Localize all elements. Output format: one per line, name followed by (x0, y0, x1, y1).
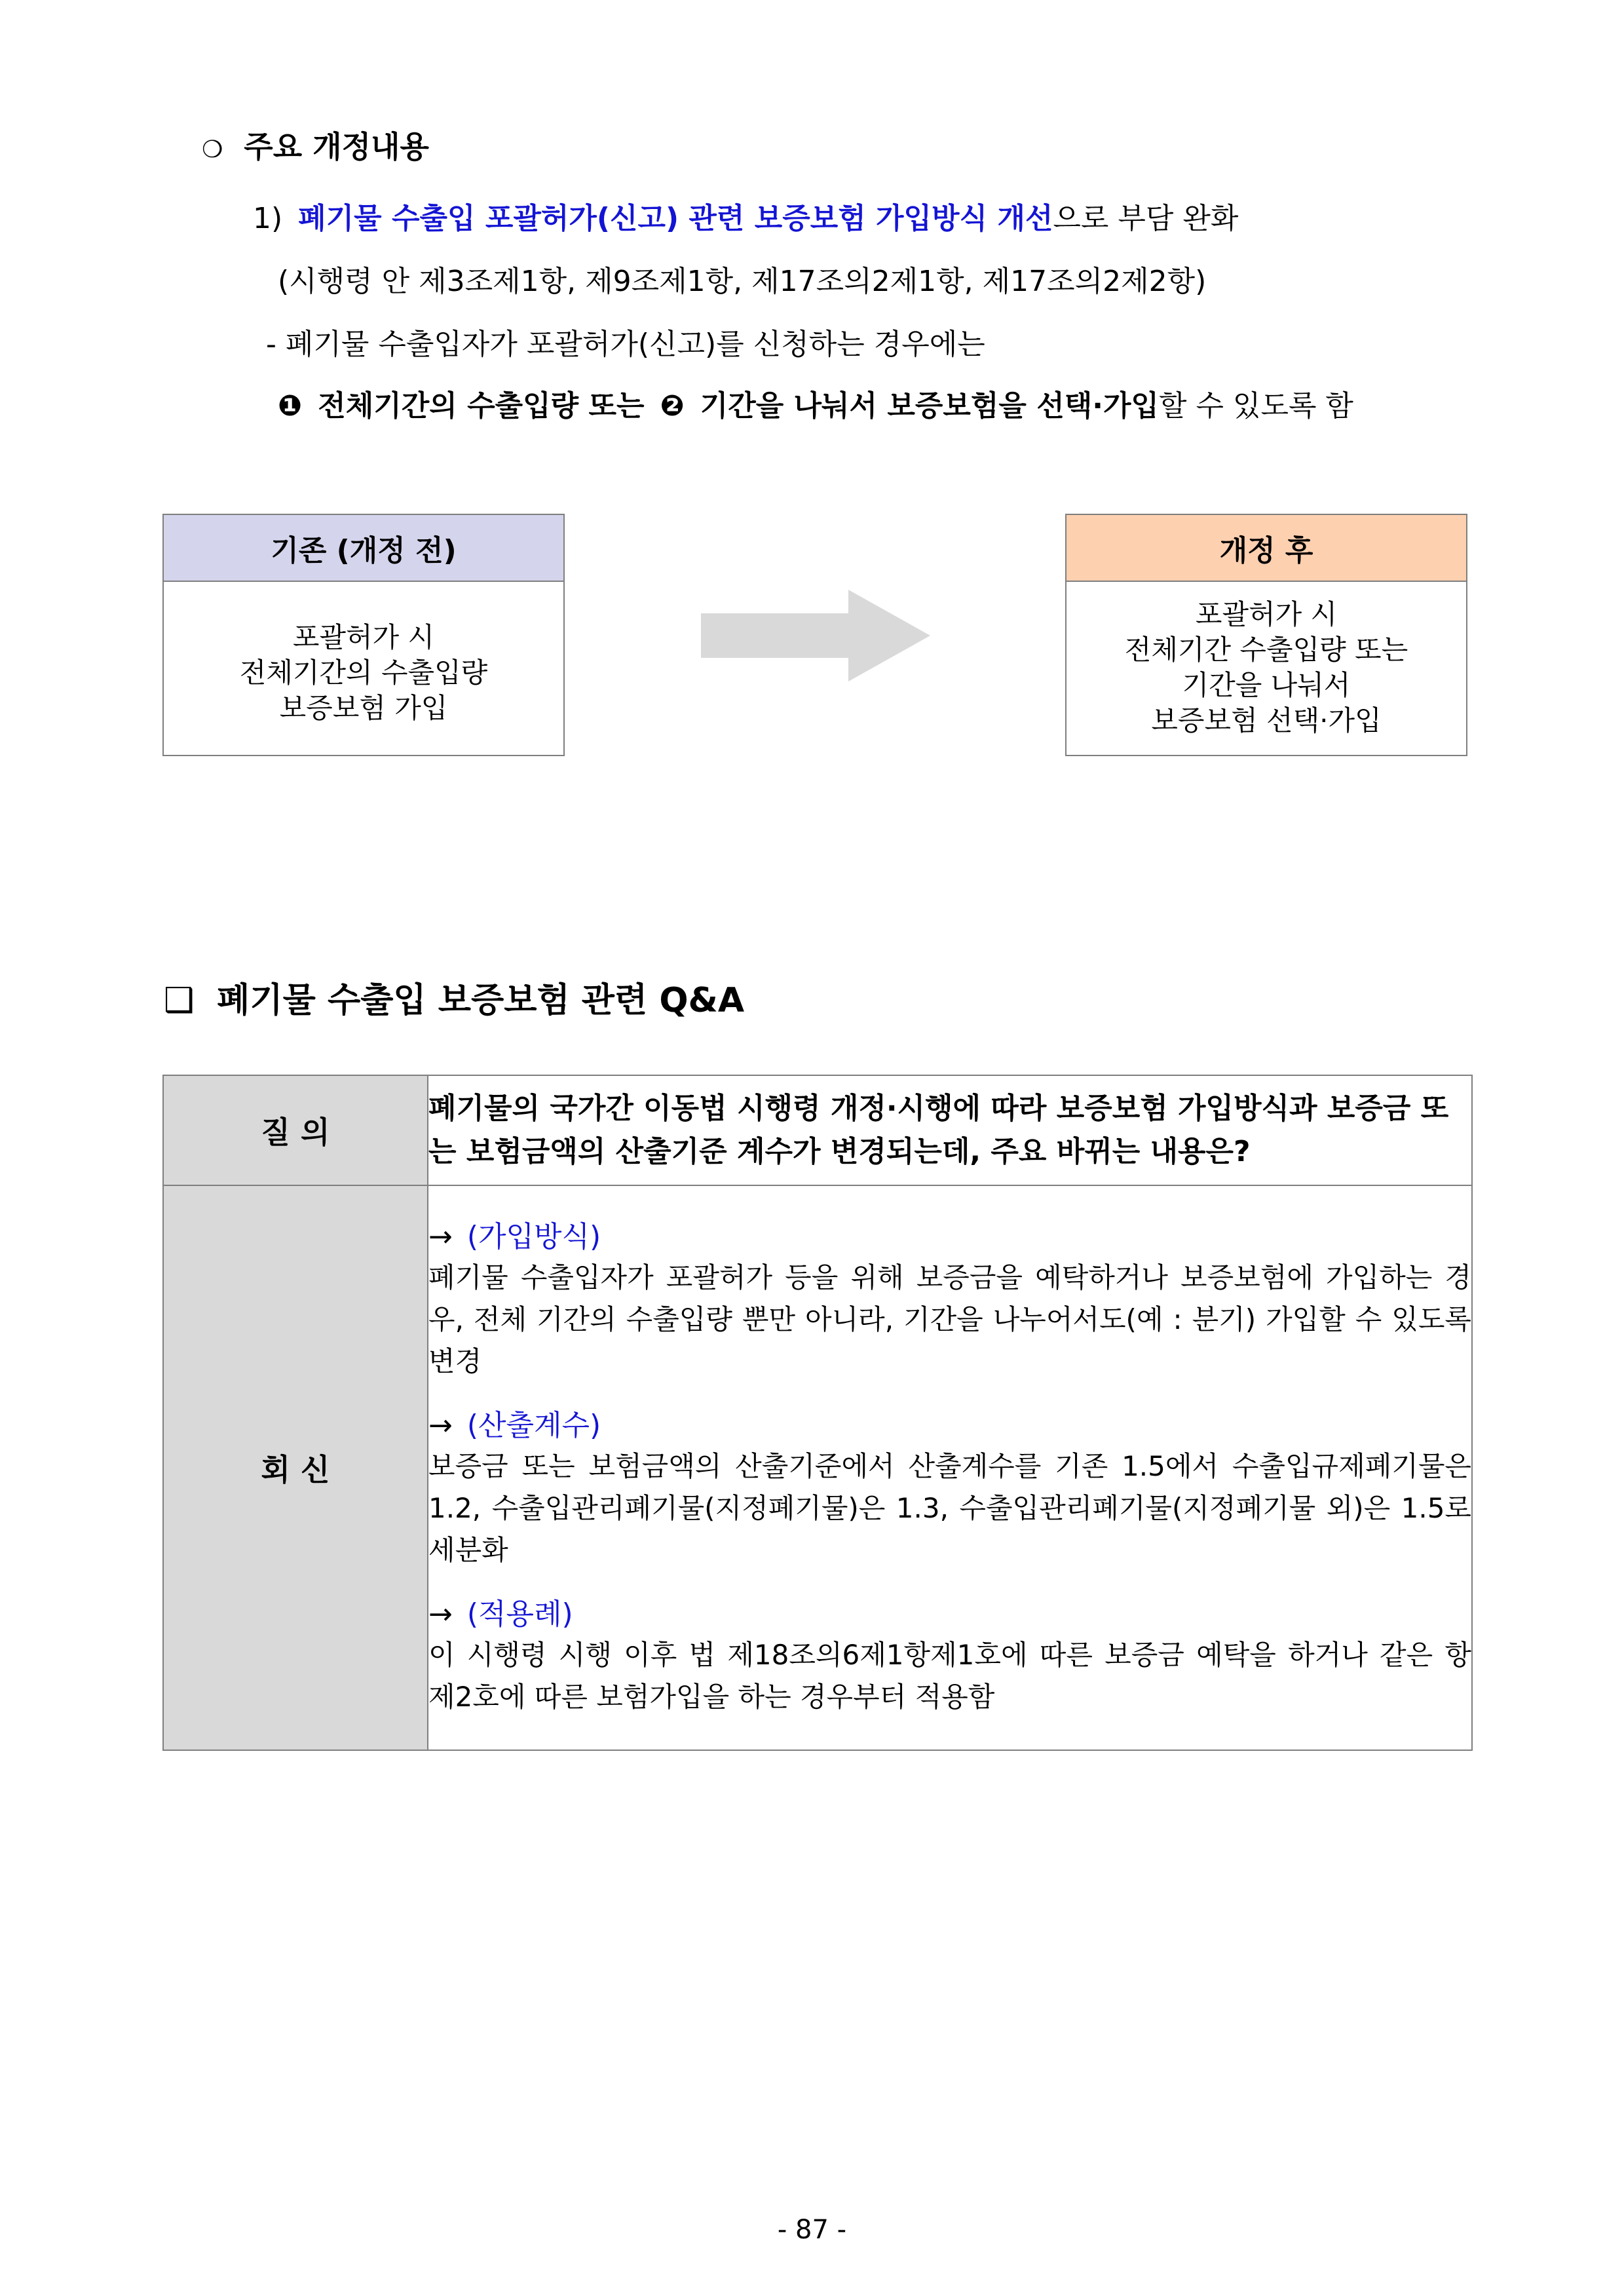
right-arrow-glyph-icon: → (428, 1598, 453, 1631)
answer-topic: (가입방식) (466, 1220, 601, 1253)
emphasis-option-2: 기간을 나눠서 보증보험을 선택·가입 (700, 389, 1159, 423)
after-line: 기간을 나눠서 (1182, 669, 1351, 701)
question-text: 폐기물의 국가간 이동법 시행령 개정·시행에 따라 보증보험 가입방식과 보증금 또는 보험금액의 산출기준 계수가 변경되는데, 주요 바뀌는 내용은? (428, 1075, 1472, 1185)
after-box (1065, 514, 1467, 756)
number-two-icon: ❷ (660, 389, 685, 423)
answer-body: 보증금 또는 보험금액의 산출기준에서 산출계수를 기존 1.5에서 수출입규제폐기물은 1.2, 수출입관리폐기물(지정폐기물)은 1.3, 수출입관리폐기물(지정폐기물 외)은 1.5로 세분화 (428, 1450, 1471, 1566)
right-arrow-icon (701, 590, 930, 681)
item1-number: 1) (253, 202, 283, 235)
section1-heading-row (202, 128, 429, 168)
answer-heading (428, 1595, 1471, 1634)
question-row (163, 1075, 1472, 1185)
after-line: 전체기간 수출입량 또는 (1124, 634, 1408, 666)
before-line: 전체기간의 수출입량 (239, 657, 488, 689)
square-bullet-icon: ❑ (164, 981, 195, 1020)
before-box-title: 기존 (개정 전) (164, 515, 563, 582)
after-box-title: 개정 후 (1067, 515, 1466, 582)
answer-body: 이 시행령 시행 이후 법 제18조의6제1항제1호에 따른 보증금 예탁을 하거나 같은 항 제2호에 따른 보험가입을 하는 경우부터 적용함 (428, 1639, 1471, 1713)
before-box-body (164, 581, 563, 755)
before-box (162, 514, 565, 756)
answer-heading (428, 1217, 1471, 1257)
right-arrow-glyph-icon: → (428, 1220, 453, 1253)
number-one-icon: ❶ (278, 389, 303, 423)
circle-bullet-icon: ❍ (202, 136, 223, 163)
item1-tail: 으로 부담 완화 (1053, 202, 1239, 235)
after-line: 포괄허가 시 (1195, 598, 1338, 630)
item1-line (253, 201, 1238, 237)
item1-sub: - 폐기물 수출입자가 포괄허가(신고)를 신청하는 경우에는 (266, 328, 985, 361)
qa-table (162, 1075, 1473, 1751)
page-number: - 87 - (777, 2215, 847, 2245)
answer-row (163, 1185, 1472, 1750)
emphasis-tail: 할 수 있도록 함 (1158, 389, 1353, 423)
answer-label: 회 신 (163, 1185, 428, 1750)
section1-heading: 주요 개정내용 (244, 129, 429, 164)
item1-highlight: 폐기물 수출입 포괄허가(신고) 관련 보증보험 가입방식 개선 (298, 202, 1053, 235)
emphasis-option-1: 전체기간의 수출입량 또는 (318, 389, 645, 423)
answer-body: 폐기물 수출입자가 포괄허가 등을 위해 보증금을 예탁하거나 보증보험에 가입하는 경우, 전체 기간의 수출입량 뿐만 아니라, 기간을 나누어서도(예 : 분기) 가입할 수 있도록 변경 (428, 1261, 1471, 1377)
answer-cell (428, 1185, 1472, 1750)
answer-topic: (산출계수) (466, 1409, 601, 1442)
before-line: 보증보험 가입 (279, 692, 448, 724)
answer-topic: (적용례) (466, 1598, 573, 1631)
section2-heading: 폐기물 수출입 보증보험 관련 Q&A (217, 981, 745, 1020)
answer-heading (428, 1406, 1471, 1445)
item1-emphasis-line (278, 388, 1353, 425)
before-line: 포괄허가 시 (292, 621, 435, 653)
after-box-body (1067, 581, 1466, 755)
item1-reference: (시행령 안 제3조제1항, 제9조제1항, 제17조의2제1항, 제17조의2제2항) (278, 265, 1207, 298)
section2-heading-row (164, 979, 744, 1022)
right-arrow-glyph-icon: → (428, 1409, 453, 1442)
question-label: 질 의 (163, 1075, 428, 1185)
after-line: 보증보험 선택·가입 (1151, 704, 1382, 737)
